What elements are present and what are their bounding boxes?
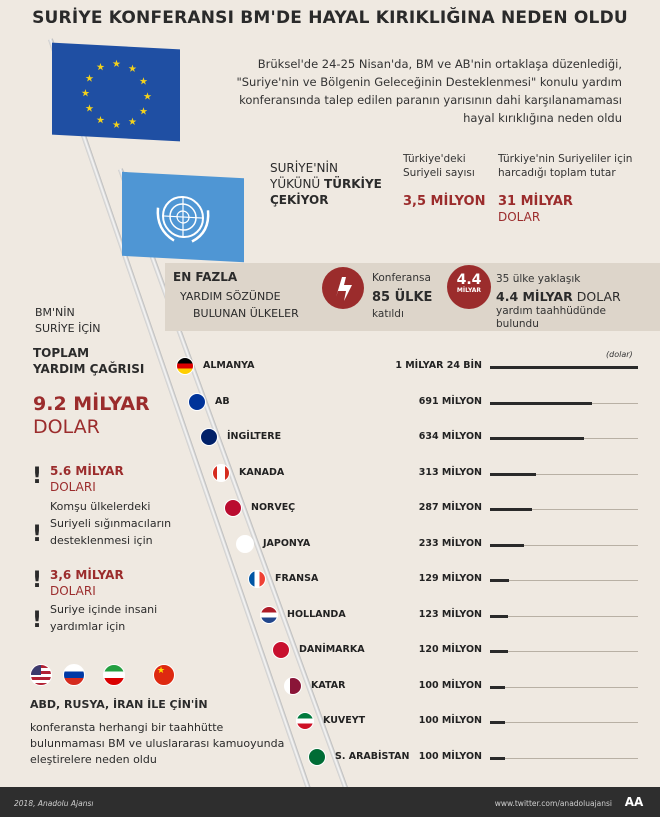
bar-track [490,722,638,723]
bar [490,650,508,653]
pledge-line3: yardım taahhüdünde [496,305,606,317]
bar [490,579,509,582]
bar [490,686,505,689]
spent-unit: DOLAR [498,210,541,224]
bar-track [490,403,638,404]
no-pledge-line3: eleştirelere neden oldu [30,753,157,766]
spent-value: 31 MİLYAR [498,194,573,209]
bar [490,508,532,511]
value-label: 691 MİLYON [418,395,482,407]
country-label: KANADA [239,466,285,478]
turkey-heading-line2: YÜKÜNÜ [270,177,325,191]
bar-track [490,616,638,617]
footer-copyright: 2018, Anadolu Ajansı [14,799,94,808]
footer-twitter: www.twitter.com/anadoluajansi [494,799,612,808]
country-label: S. ARABİSTAN [335,750,410,762]
refugees-value: 3,5 MİLYON [403,194,486,209]
bar [490,721,505,724]
country-flag-icon [188,393,206,411]
country-flag-icon [284,677,302,695]
country-label: KATAR [311,679,346,691]
refugees-label: Türkiye'deki Suriyeli sayısı [403,153,475,179]
un-call-unit: DOLAR [33,416,100,438]
aa-logo: AA [624,795,644,809]
neighbors-line2: Suriyeli sığınmacıların [50,517,172,530]
bar-track [490,758,638,759]
china-flag-icon: ★ [153,664,175,686]
bar-track [490,687,638,688]
bar [490,366,638,369]
country-label: AB [215,395,230,407]
neighbors-unit: DOLARI [50,480,96,494]
pledge-unit: DOLAR [572,289,621,304]
no-pledge-line1: konferansta herhangi bir taahhütte [30,721,224,734]
value-label: 287 MİLYON [418,502,482,513]
country-label: ALMANYA [203,360,255,371]
bar-track [490,651,638,652]
value-label: 100 MİLYON [418,679,482,691]
pledge-line4: bulundu [496,318,539,330]
country-flag-icon [260,606,278,624]
pledge-circle-unit: MİLYAR [456,287,482,294]
un-call-line1: BM'NİN [35,306,75,319]
bar-track [490,367,638,368]
unit-note: (dolar) [606,350,633,359]
country-flag-icon [212,464,230,482]
conference-value: 85 ÜLKE [372,290,433,305]
inside-exclamation-icon: ! [32,568,43,593]
country-flag-icon [296,712,314,730]
bar [490,437,584,440]
bar-track [490,438,638,439]
country-label: FRANSA [275,573,319,584]
value-label: 233 MİLYON [418,537,482,549]
bar-track [490,545,638,546]
neighbors-value: 5.6 MİLYAR [50,464,124,478]
bar-track [490,509,638,510]
bar-track [490,580,638,581]
bar [490,473,536,476]
country-label: HOLLANDA [287,608,346,620]
bar [490,757,505,760]
turkey-heading-bold: TÜRKİYE [324,177,382,191]
eu-flag-icon: ★ ★ ★ ★ ★ ★ ★ ★ ★ ★ ★ ★ [52,43,180,142]
pledge-circle-value: 4.4 [456,272,482,288]
conference-label: Konferansa [372,272,431,284]
country-flag-icon [224,499,242,517]
most-pledged-line1: EN FAZLA [173,270,238,284]
pledge-line1: 35 ülke yaklaşık [496,273,581,285]
value-label: 100 MİLYON [418,750,482,762]
turkey-heading-line1: SURİYE'NİN [270,161,338,175]
inside-line1: Suriye içinde insani [50,603,158,616]
value-label: 123 MİLYON [418,608,482,620]
value-label: 313 MİLYON [418,466,482,478]
neighbors-exclamation-icon-2: ! [32,522,43,547]
value-label: 100 MİLYON [418,715,482,726]
country-flag-icon [248,570,266,588]
neighbors-line1: Komşu ülkelerdeki [50,500,151,513]
inside-line2: yardımlar için [50,620,126,633]
inside-exclamation-icon-2: ! [32,608,43,633]
page-title: SURİYE KONFERANSI BM'DE HAYAL KIRIKLIĞINA NEDEN OLDU [32,8,628,28]
inside-value: 3,6 MİLYAR [50,568,124,582]
country-flag-icon [308,748,326,766]
un-call-line2: SURİYE İÇİN [35,322,101,335]
no-pledge-line2: bulunmaması BM ve uluslararası kamuoyunda [30,737,285,750]
un-call-value: 9.2 MİLYAR [33,393,150,415]
most-pledged-line3: BULUNAN ÜLKELER [193,307,299,320]
country-label: İNGİLTERE [227,431,282,442]
spent-label: Türkiye'nin Suriyeliler için harcadığı toplam tutar [498,153,633,179]
bar-track [490,474,638,475]
value-label: 1 MİLYAR 24 BİN [395,360,482,371]
neighbors-exclamation-icon: ! [32,464,43,489]
intro-text: Brüksel'de 24-25 Nisan'da, BM ve AB'nin ortaklaşa düzenlediği, "Suriye'nin ve Bölgenin Geleceğinin Desteklenmesi" konulu yardım konferansında talep edilen paranın yarısının dahi karşılanamaması hayal kırıklığına neden oldu [236,57,622,125]
value-label: 129 MİLYON [418,573,482,584]
country-flag-icon [176,357,194,375]
value-label: 634 MİLYON [418,431,482,442]
country-flag-icon [200,428,218,446]
no-pledge-heading: ABD, RUSYA, İRAN İLE ÇİN'İN [30,698,208,711]
country-label: JAPONYA [263,537,311,549]
bar [490,615,508,618]
bar [490,544,524,547]
value-label: 120 MİLYON [418,644,482,655]
conference-suffix: katıldı [372,308,404,320]
pledge-value: 4.4 MİLYAR [496,289,573,304]
un-call-heading1: TOPLAM [33,346,90,360]
bar [490,402,592,405]
neighbors-line3: desteklenmesi için [50,534,153,547]
country-label: KUVEYT [323,715,366,726]
country-flag-icon [272,641,290,659]
country-label: NORVEÇ [251,502,296,513]
inside-unit: DOLARI [50,584,96,598]
turkey-heading-line3: ÇEKİYOR [270,193,329,207]
country-label: DANİMARKA [299,644,365,655]
country-flag-icon [236,535,254,553]
most-pledged-line2: YARDIM SÖZÜNDE [180,290,281,303]
un-call-heading2: YARDIM ÇAĞRISI [33,362,145,376]
